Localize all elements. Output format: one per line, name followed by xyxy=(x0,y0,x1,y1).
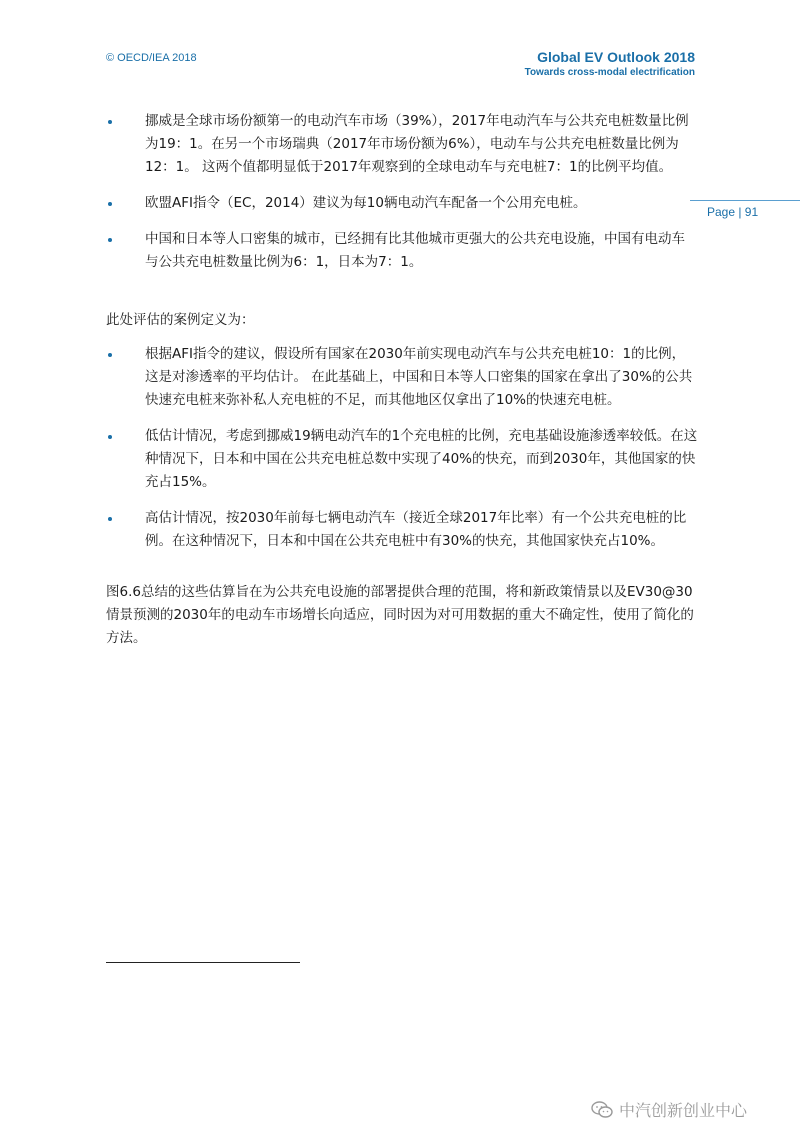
report-subtitle: Towards cross-modal electrification xyxy=(524,67,695,78)
cases-list xyxy=(106,343,698,553)
list-item xyxy=(106,425,698,494)
bullet-icon xyxy=(108,120,112,124)
closing-paragraph: 图6.6总结的这些估算旨在为公共充电设施的部署提供合理的范围，将和新政策情景以及EV30@30情景预测的2030年的电动车市场增长向适应，同时因为对可用数据的重大不确定性，使用了简化的方法。 xyxy=(106,584,694,646)
list-item xyxy=(106,192,698,215)
list-item xyxy=(106,507,698,553)
bullet-icon xyxy=(108,202,112,206)
bullet-icon xyxy=(108,517,112,521)
footnote-rule xyxy=(106,962,300,963)
watermark-text: 中汽创新创业中心 xyxy=(619,1101,748,1120)
list-item-text: 根据AFI指令的建议，假设所有国家在2030年前实现电动汽车与公共充电桩10：1的比例，这是对渗透率的平均估计。 在此基础上，中国和日本等人口密集的国家在拿出了30%的公共快速充电桩来弥补私人充电桩的不足，而其他地区仅拿出了10%的快速充电桩。 xyxy=(145,346,693,408)
bullet-icon xyxy=(108,238,112,242)
wechat-icon xyxy=(591,1101,613,1119)
page-number: Page | 91 xyxy=(707,205,759,219)
report-title: Global EV Outlook 2018 xyxy=(537,49,695,65)
cases-intro: 此处评估的案例定义为： xyxy=(106,312,255,328)
list-item xyxy=(106,228,698,274)
copyright-notice: © OECD/IEA 2018 xyxy=(106,52,197,64)
watermark xyxy=(591,1098,747,1121)
list-item-text: 挪威是全球市场份额第一的电动汽车市场（39%），2017年电动汽车与公共充电桩数量比例为19：1。在另一个市场瑞典（2017年市场份额为6%），电动车与公共充电桩数量比例为12：1。 这两个值都明显低于2017年观察到的全球电动车与充电桩7：1的比例平均值。 xyxy=(145,113,689,175)
bullet-icon xyxy=(108,353,112,357)
list-item xyxy=(106,110,698,179)
list-item xyxy=(106,343,698,412)
list-item-text: 低估计情况，考虑到挪威19辆电动汽车的1个充电桩的比例，充电基础设施渗透率较低。在这种情况下，日本和中国在公共充电桩总数中实现了40%的快充，而到2030年，其他国家的快充占15%。 xyxy=(145,428,698,490)
report-header xyxy=(525,48,695,79)
list-item-text: 高估计情况，按2030年前每七辆电动汽车（接近全球2017年比率）有一个公共充电桩的比例。在这种情况下，日本和中国在公共充电桩中有30%的快充，其他国家快充占10%。 xyxy=(145,510,687,549)
market-facts-list xyxy=(106,110,698,274)
list-item-text: 欧盟AFI指令（EC，2014）建议为每10辆电动汽车配备一个公用充电桩。 xyxy=(145,195,587,211)
bullet-icon xyxy=(108,435,112,439)
page-number-rule xyxy=(690,200,800,201)
main-content xyxy=(106,110,698,650)
list-item-text: 中国和日本等人口密集的城市，已经拥有比其他城市更强大的公共充电设施，中国有电动车与公共充电桩数量比例为6：1，日本为7：1。 xyxy=(145,231,685,270)
